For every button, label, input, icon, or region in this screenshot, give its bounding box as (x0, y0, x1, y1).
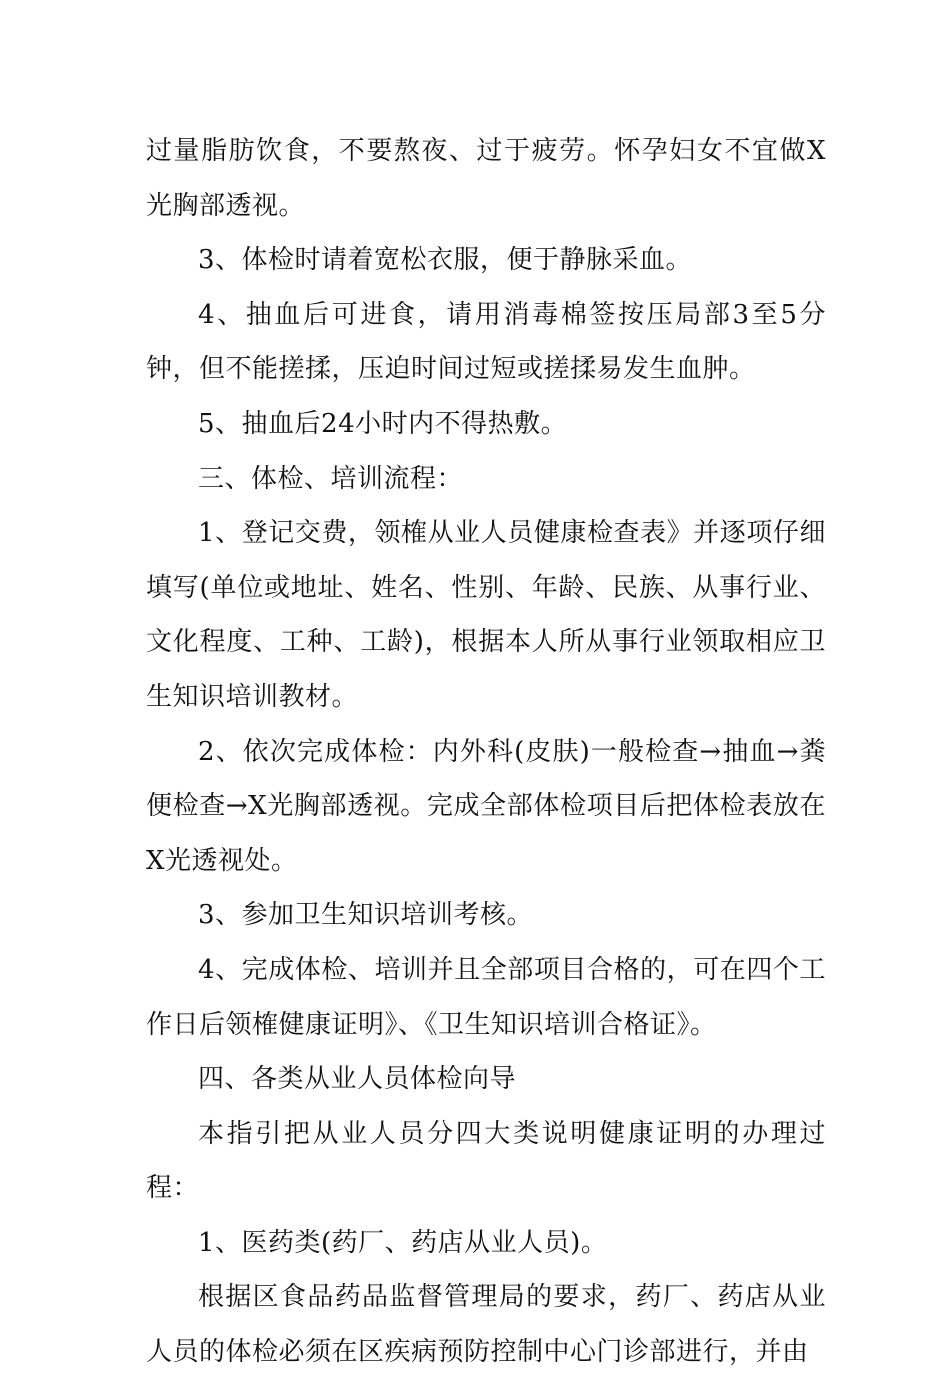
paragraph-category-1-pharma: 1、医药类(药厂、药店从业人员)。 (198, 1227, 608, 1258)
paragraph-pharma-requirement: 根据区食品药品监督管理局的要求，药厂、药店从业人员的体检必须在区疾病预防控制中心门诊部进行，并由 (146, 1282, 826, 1368)
paragraph-guide-intro: 本指引把从业人员分四大类说明健康证明的办理过程： (146, 1118, 826, 1204)
paragraph-process-step-2: 2、依次完成体检：内外科(皮肤)一般检查→抽血→粪便检查→X光胸部透视。完成全部体检项目后把体检表放在X光透视处。 (146, 736, 826, 876)
paragraph-item-4-blood-draw: 4、抽血后可进食，请用消毒棉签按压局部3至5分钟，但不能搓揉，压迫时间过短或搓揉易发生血肿。 (146, 299, 826, 385)
section-heading-guide: 四、各类从业人员体检向导 (198, 1064, 517, 1095)
paragraph-process-step-4: 4、完成体检、培训并且全部项目合格的，可在四个工作日后领榷健康证明》、《卫生知识培训合格证》。 (146, 954, 826, 1040)
section-heading-process: 三、体检、培训流程： (198, 463, 464, 494)
paragraph-item-3-clothing: 3、体检时请着宽松衣服，便于静脉采血。 (198, 245, 693, 276)
document-body (146, 124, 826, 1380)
paragraph-process-step-3: 3、参加卫生知识培训考核。 (198, 900, 534, 931)
paragraph-continuation: 过量脂肪饮食，不要熬夜、过于疲劳。怀孕妇女不宜做X光胸部透视。 (146, 136, 826, 221)
paragraph-item-5-no-hot-compress: 5、抽血后24小时内不得热敷。 (198, 408, 568, 439)
paragraph-process-step-1: 1、登记交费，领榷从业人员健康检查表》并逐项仔细填写(单位或地址、姓名、性别、年龄、民族、从事行业、文化程度、工种、工龄)，根据本人所从事行业领取相应卫生知识培训教材。 (146, 518, 826, 712)
